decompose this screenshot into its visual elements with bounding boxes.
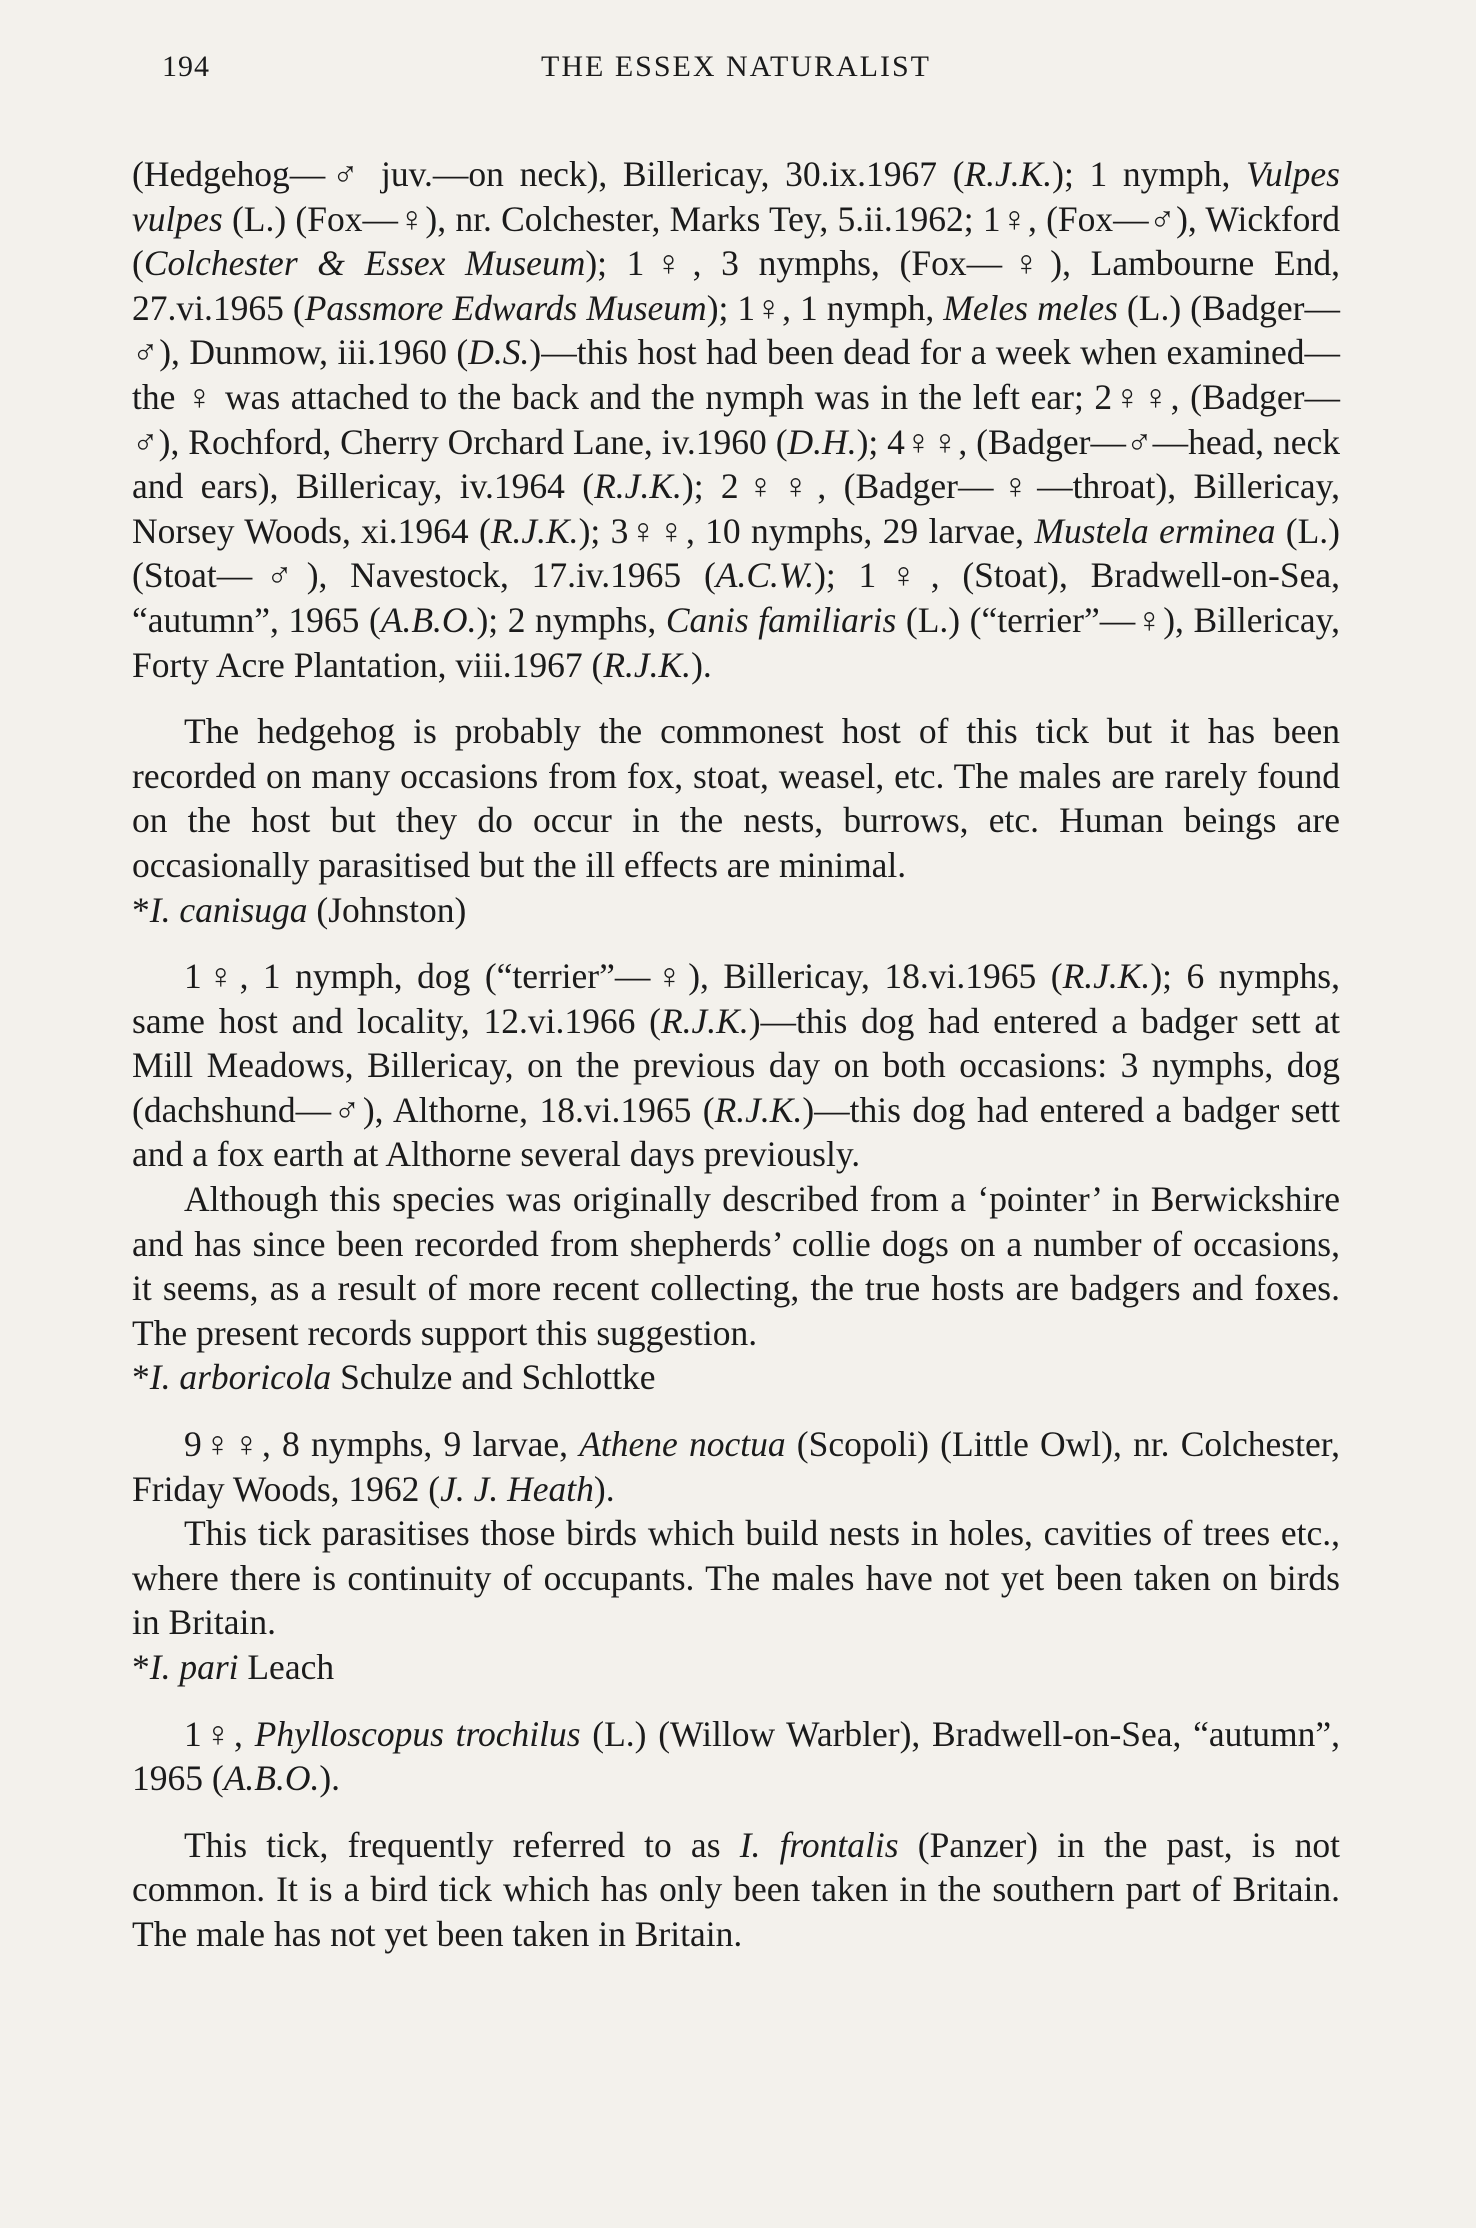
body-text	[132, 152, 1340, 1957]
paragraph-pari-notes: This tick, frequently referred to as I. frontalis (Panzer) in the past, is not common. It is a bird tick which has only been taken in the southern part of Britain. The male has not yet been taken in Britain.	[132, 1824, 1340, 1954]
paragraph-ricinus-records: (Hedgehog—♂ juv.—on neck), Billericay, 30.ix.1967 (R.J.K.); 1 nymph, Vulpes vulpes (L.) (Fox—♀), nr. Colchester, Marks Tey, 5.ii.1962; 1♀, (Fox—♂), Wickford (Colchester & Essex Museum); 1♀, 3 nymphs, (Fox—♀), Lambourne End, 27.vi.1965 (Passmore Edwards Museum); 1♀, 1 nymph, Meles meles (L.) (Badger—♂), Dunmow, iii.1960 (D.S.)—this host had been dead for a week when examined—the ♀ was attached to the back and the nymph was in the left ear; 2♀♀, (Badger—♂), Rochford, Cherry Orchard Lane, iv.1960 (D.H.); 4♀♀, (Badger—♂—head, neck and ears), Billericay, iv.1964 (R.J.K.); 2♀♀, (Badger—♀—throat), Billericay, Norsey Woods, xi.1964 (R.J.K.); 3♀♀, 10 nymphs, 29 larvae, Mustela erminea (L.) (Stoat—♂), Navestock, 17.iv.1965 (A.C.W.); 1♀, (Stoat), Bradwell-on-Sea, “autumn”, 1965 (A.B.O.); 2 nymphs, Canis familiaris (L.) (“terrier”—♀), Billericay, Forty Acre Plantation, viii.1967 (R.J.K.).	[132, 154, 1340, 685]
italic-term: A.B.O.	[380, 599, 477, 640]
paragraph-arboricola-notes: This tick parasitises those birds which build nests in holes, cavities of trees etc., where there is continuity of occupants. The males have not yet been taken on birds in Britain.	[132, 1513, 1340, 1643]
italic-term: D.H.	[787, 421, 857, 462]
italic-term: Phylloscopus trochilus	[254, 1713, 581, 1754]
italic-term: A.B.O.	[223, 1758, 320, 1799]
italic-term: R.J.K.	[594, 466, 682, 507]
running-head	[132, 40, 1340, 90]
species-heading-canisuga: *I. canisuga (Johnston)	[132, 889, 467, 930]
italic-term: Vulpes vulpes	[132, 154, 1340, 239]
journal-title: THE ESSEX NATURALIST	[541, 50, 931, 83]
italic-term: R.J.K.	[660, 1000, 749, 1041]
italic-term: Athene noctua	[579, 1424, 786, 1465]
italic-term: Canis familiaris	[665, 599, 897, 640]
paragraph-pari-records: 1♀, Phylloscopus trochilus (L.) (Willow Warbler), Bradwell-on-Sea, “autumn”, 1965 (A.B.O.).	[132, 1713, 1340, 1799]
italic-term: Passmore Edwards Museum	[304, 287, 707, 328]
italic-term: R.J.K.	[490, 510, 579, 551]
paragraph-arboricola-records: 9♀♀, 8 nymphs, 9 larvae, Athene noctua (Scopoli) (Little Owl), nr. Colchester, Friday Woods, 1962 (J. J. Heath).	[132, 1424, 1341, 1509]
italic-term: Meles meles	[943, 287, 1118, 328]
page-number: 194	[162, 50, 210, 83]
italic-term: J. J. Heath	[440, 1468, 594, 1509]
italic-term: R.J.K.	[714, 1089, 803, 1130]
paragraph-hedgehog-host: The hedgehog is probably the commonest host of this tick but it has been recorded on many occasions from fox, stoat, weasel, etc. The males are rarely found on the host but they do occur in the nests, burrows, etc. Human beings are occasionally parasitised but the ill effects are minimal.	[132, 711, 1340, 885]
italic-term: I. pari	[149, 1647, 239, 1687]
italic-term: I. canisuga	[149, 889, 308, 930]
paragraph-canisuga-records: 1♀, 1 nymph, dog (“terrier”—♀), Billericay, 18.vi.1965 (R.J.K.); 6 nymphs, same host and locality, 12.vi.1966 (R.J.K.)—this dog had entered a badger sett at Mill Meadows, Billericay, on the previous day on both occasions: 3 nymphs, dog (dachshund—♂), Althorne, 18.vi.1965 (R.J.K.)—this dog had entered a badger sett and a fox earth at Althorne several days previously.	[132, 956, 1341, 1175]
species-heading-arboricola: *I. arboricola Schulze and Schlottke	[132, 1357, 656, 1398]
italic-term: D.S.	[468, 332, 530, 373]
italic-term: R.J.K.	[964, 154, 1053, 194]
paragraph-canisuga-notes: Although this species was originally described from a ‘pointer’ in Berwickshire and has since been recorded from shepherds’ collie dogs on a number of occasions, it seems, as a result of more recent collecting, the true hosts are badgers and foxes. The present records support this suggestion.	[132, 1179, 1340, 1353]
italic-term: I. arboricola	[149, 1357, 332, 1398]
italic-term: R.J.K.	[603, 644, 692, 685]
species-heading-pari: *I. pari Leach	[132, 1647, 335, 1687]
italic-term: Mustela erminea	[1034, 510, 1276, 551]
italic-term: Colchester & Essex Museum	[143, 243, 586, 284]
italic-term: I. frontalis	[739, 1824, 899, 1865]
italic-term: A.C.W.	[715, 555, 815, 596]
italic-term: R.J.K.	[1062, 956, 1151, 997]
